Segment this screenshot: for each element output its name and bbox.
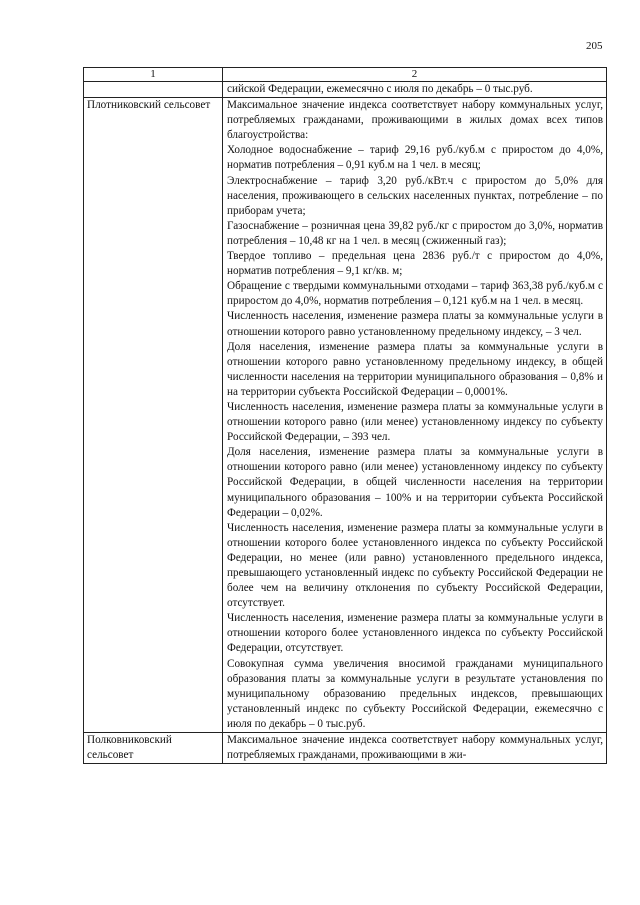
description-cell [223, 733, 607, 764]
continuation-row [84, 82, 607, 98]
header-col-1: 1 [84, 68, 223, 82]
continuation-text: сийской Федерации, ежемесячно с июля по декабрь – 0 тыс.руб. [227, 83, 533, 95]
municipality-cell [84, 98, 223, 733]
paragraph: Численность населения, изменение размера платы за коммунальные услуги в отношении которого равно установленному предельному индексу, – 3 чел. [227, 310, 603, 338]
paragraph: Численность населения, изменение размера платы за коммунальные услуги в отношении которого равно (или менее) установленному индексу по субъекту Российской Федерации, – 393 чел. [227, 400, 603, 444]
paragraph: Численность населения, изменение размера платы за коммунальные услуги в отношении которого более установленного индекса по субъекту Российской Федерации, но менее (или равно) установленного предельного индекса, превышающего установленный индекс по субъекту Российской Федерации не более чем на величину отклонения по субъекту Российской Федерации, отсутствует. [227, 521, 603, 610]
paragraph: Газоснабжение – розничная цена 39,82 руб./кг с приростом до 3,0%, норматив потребления – 10,48 кг на 1 чел. в месяц (сжиженный газ); [227, 219, 603, 247]
table-row [84, 98, 607, 733]
continuation-empty-cell [84, 82, 223, 98]
description-cell [223, 98, 607, 733]
paragraph: Доля населения, изменение размера платы за коммунальные услуги в отношении которого равно (или менее) установленному индексу по субъекту Российской Федерации, в общей численности населения на территории муниципального образования – 100% и на территории субъекта Российской Федерации – 0,02%. [227, 446, 603, 519]
municipality-name: Полковниковский сельсовет [87, 734, 172, 762]
paragraph: Максимальное значение индекса соответствует набору коммунальных услуг, потребляемых гражданами, проживающими в жилых домах всех типов благоустройства: [227, 99, 603, 142]
paragraph: Холодное водоснабжение – тариф 29,16 руб./куб.м с приростом до 4,0%, норматив потребления – 0,91 куб.м на 1 чел. в месяц; [227, 144, 603, 172]
municipality-cell [84, 733, 223, 764]
page-number: 205 [586, 40, 603, 52]
municipality-name: Плотниковский сельсовет [87, 99, 211, 112]
paragraph: Численность населения, изменение размера платы за коммунальные услуги в отношении которого более установленного индекса по субъекту Российской Федерации, отсутствует. [227, 612, 603, 655]
paragraph: Твердое топливо – предельная цена 2836 руб./т с приростом до 4,0%, норматив потребления – 9,1 кг/кв. м; [227, 250, 603, 278]
table-row [84, 733, 607, 764]
paragraph: Совокупная сумма увеличения вносимой гражданами муниципального образования платы за коммунальные услуги в результате установления по муниципальному образованию предельных индексов, превышающих установленный индекс по субъекту Российской Федерации, ежемесячно с июля по декабрь – 0 тыс.руб. [227, 657, 603, 730]
header-col-2: 2 [223, 68, 607, 82]
paragraph: Максимальное значение индекса соответствует набору коммунальных услуг, потребляемых гражданами, проживающими в жи- [227, 734, 603, 762]
paragraph: Обращение с твердыми коммунальными отходами – тариф 363,38 руб./куб.м с приростом до 4,0%, норматив потребления – 0,121 куб.м на 1 чел. в месяц. [227, 280, 603, 308]
table-header-row [84, 68, 607, 82]
index-table [83, 67, 607, 764]
paragraph: Электроснабжение – тариф 3,20 руб./кВт.ч с приростом до 5,0% для населения, проживающего в сельских населенных пунктах, потребление – по приборам учета; [227, 174, 603, 217]
paragraph: Доля населения, изменение размера платы за коммунальные услуги в отношении которого равно установленному предельному индексу, в общей численности населения на территории муниципального образования – 0,8% и на территории субъекта Российской Федерации – 0,0001%. [227, 340, 603, 398]
continuation-cell [223, 82, 607, 98]
